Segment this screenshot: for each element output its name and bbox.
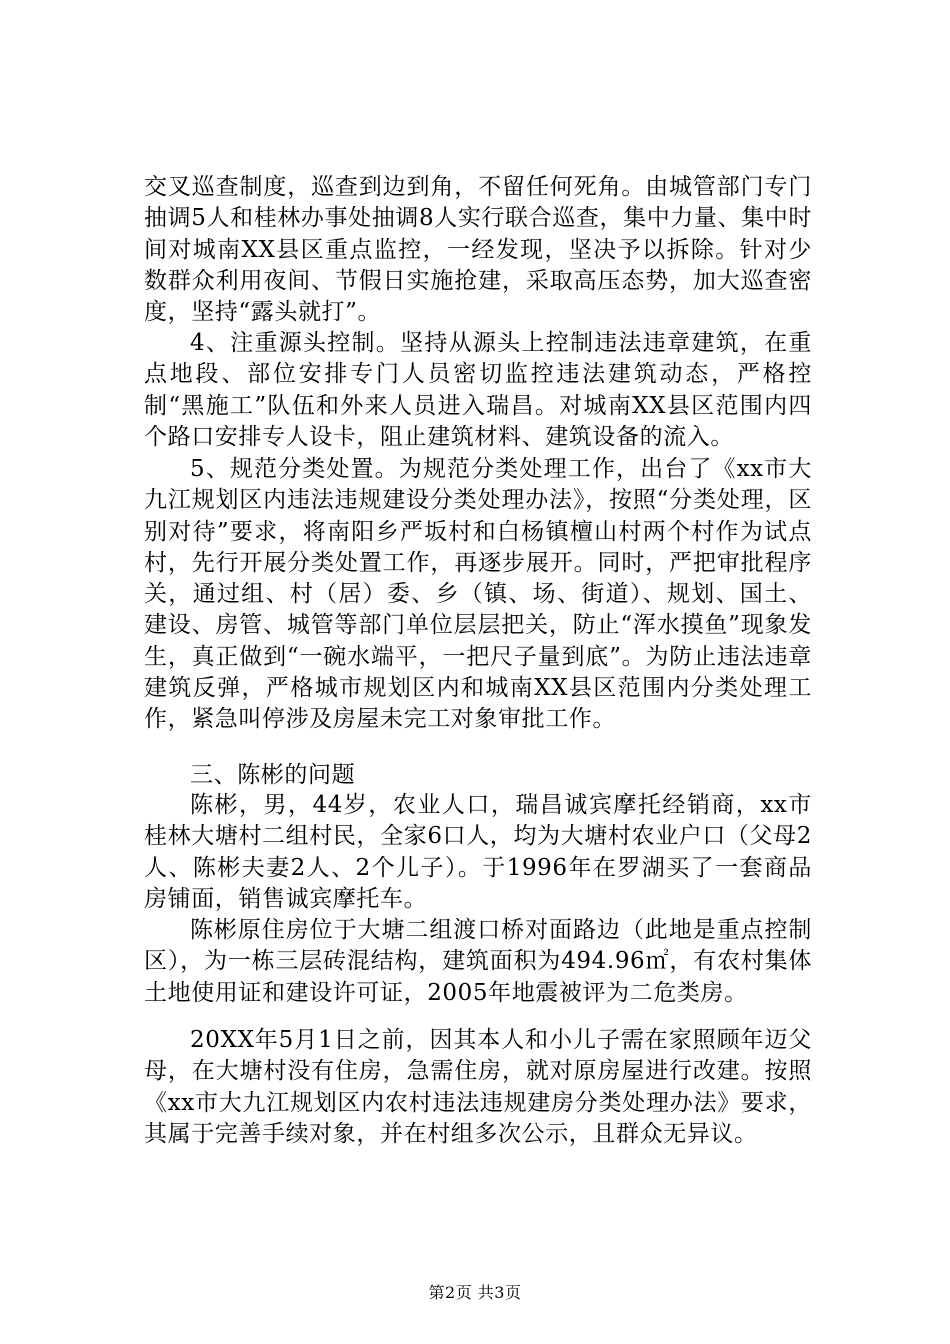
paragraph-original-house: 陈彬原住房位于大塘二组渡口桥对面路边（此地是重点控制区），为一栋三层砖混结构，建筑面积为494.96㎡，有农村集体土地使用证和建设许可证，2005年地震被评为二危类房。	[144, 917, 812, 1006]
paragraph-classified-handling: 5、规范分类处置。为规范分类处理工作，出台了《xx市大九江规划区内违法违规建设分类处理办法》，按照“分类处理，区别对待”要求，将南阳乡严坂村和白杨镇檀山村两个村作为试点村，先行开展分类处置工作，再逐步展开。同时，严把审批程序关，通过组、村（居）委、乡（镇、场、街道）、规划、国土、建设、房管、城管等部门单位层层把关，防止“浑水摸鱼”现象发生，真正做到“一碗水端平，一把尺子量到底”。为防止违法违章建筑反弹，严格城市规划区内和城南XX县区范围内分类处理工作，紧急叫停涉及房屋未完工对象审批工作。	[144, 456, 812, 733]
page-number-footer: 第2页 共3页	[428, 1283, 522, 1302]
paragraph-patrol-system: 交叉巡查制度，巡查到边到角，不留任何死角。由城管部门专门抽调5人和桂林办事处抽调8人实行联合巡查，集中力量、集中时间对城南XX县区重点监控，一经发现，坚决予以拆除。针对少数群众利用夜间、节假日实施抢建，采取高压态势，加大巡查密度，坚持“露头就打”。	[144, 174, 812, 326]
paragraph-source-control: 4、注重源头控制。坚持从源头上控制违法违章建筑，在重点地段、部位安排专门人员密切监控违法建筑动态，严格控制“黑施工”队伍和外来人员进入瑞昌。对城南XX县区范围内四个路口安排专人设卡，阻止建筑材料、建筑设备的流入。	[144, 330, 812, 450]
paragraph-reconstruction: 20XX年5月1日之前，因其本人和小儿子需在家照顾年迈父母，在大塘村没有住房，急需住房，就对原房屋进行改建。按照《xx市大九江规划区内农村违法违规建房分类处理办法》要求，其属于完善手续对象，并在村组多次公示，且群众无异议。	[144, 1027, 812, 1147]
section-heading: 三、陈彬的问题	[190, 762, 356, 788]
paragraph-chenbin-profile: 陈彬，男，44岁，农业人口，瑞昌诚宾摩托经销商，xx市桂林大塘村二组村民，全家6口人，均为大塘村农业户口（父母2人、陈彬夫妻2人、2个儿子）。于1996年在罗湖买了一套商品房铺面，销售诚宾摩托车。	[144, 792, 812, 912]
